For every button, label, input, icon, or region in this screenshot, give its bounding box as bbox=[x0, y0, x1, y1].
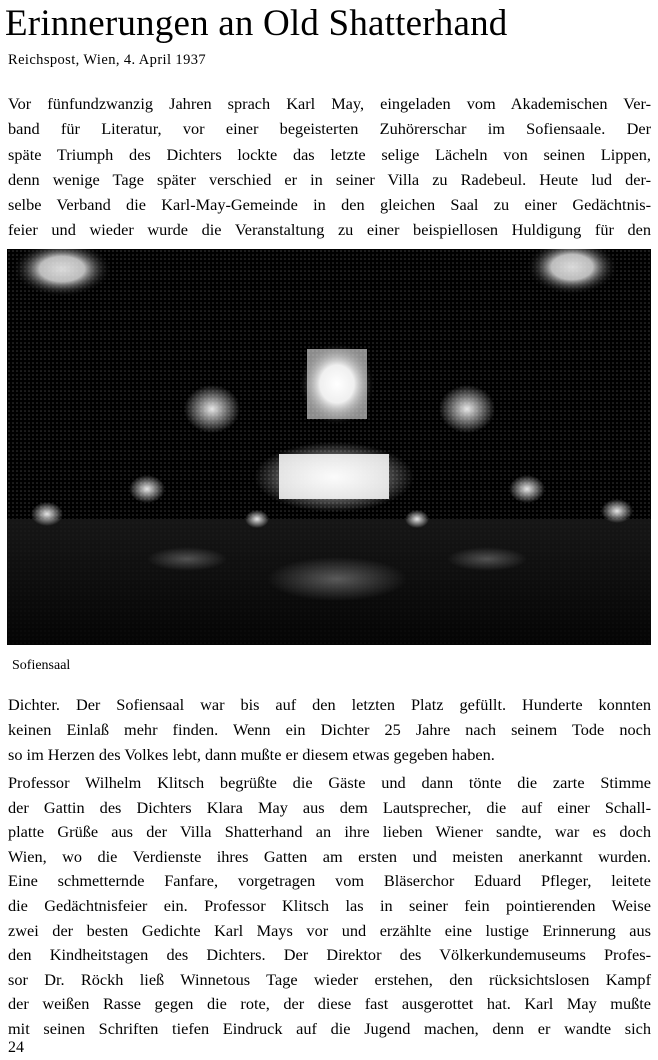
page-number: 24 bbox=[8, 1039, 24, 1056]
paragraph-1 bbox=[8, 91, 651, 243]
text-line: selbe Verband die Karl-May-Gemeinde in den gleichen Saal zu einer Gedächtnis- bbox=[8, 195, 651, 215]
text-line: so im Herzen des Volkes lebt, dann mußte er diesem etwas gegeben haben. bbox=[8, 745, 495, 764]
text-line: sor Dr. Röckh ließ Winnetous Tage wieder erstehen, den rücksichtslosen Kampf bbox=[8, 969, 651, 989]
article-source: Reichspost, Wien, 4. April 1937 bbox=[8, 52, 207, 68]
text-line: den Kindheitstagen des Dichters. Der Direktor des Völkerkundemuseums Profes- bbox=[8, 945, 651, 965]
text-line: platte Grüße aus der Villa Shatterhand an ihre lieben Wiener sandte, war es doch bbox=[8, 822, 651, 842]
text-line: band für Literatur, vor einer begeisterten Zuhörerschar im Sofiensaale. Der bbox=[8, 119, 651, 139]
text-line: Dichter. Der Sofiensaal war bis auf den letzten Platz gefüllt. Hunderte konnten bbox=[8, 695, 651, 714]
text-line: der weißen Rasse gegen die rote, der diese fast ausgerottet hat. Karl May mußte bbox=[8, 994, 651, 1014]
sofiensaal-photo bbox=[7, 249, 651, 645]
text-line: keinen Einlaß mehr finden. Wenn ein Dichter 25 Jahre nach seinem Tode noch bbox=[8, 720, 651, 739]
paragraph-2 bbox=[8, 692, 651, 767]
text-line: denn wenige Tage später verschied er in seiner Villa zu Radebeul. Heute lud der- bbox=[8, 169, 651, 189]
text-line: die Gedächtnisfeier ein. Professor Klitsch las in seiner fein pointierenden Weise bbox=[8, 895, 651, 915]
text-line: späte Triumph des Dichters lockte das letzte selige Lächeln von seinen Lippen, bbox=[8, 144, 651, 164]
text-line: Eine schmetternde Fanfare, vorgetragen vom Bläserchor Eduard Pfleger, leitete bbox=[8, 871, 651, 891]
text-line: feier und wieder wurde die Veranstaltung zu einer beispiellosen Huldigung für den bbox=[8, 220, 651, 240]
text-line: zwei der besten Gedichte Karl Mays vor und erzählte eine lustige Erinnerung aus bbox=[8, 920, 651, 940]
text-line: der Gattin des Dichters Klara May aus dem Lautsprecher, die auf einer Schall- bbox=[8, 797, 651, 817]
text-line: Vor fünfundzwanzig Jahren sprach Karl May, eingeladen vom Akademischen Ver- bbox=[8, 94, 651, 113]
text-line: Wien, wo die Verdienste ihres Gatten am ersten und meisten anerkannt wurden. bbox=[8, 846, 651, 866]
paragraph-3 bbox=[8, 771, 651, 1042]
article-title: Erinnerungen an Old Shatterhand bbox=[5, 3, 508, 44]
photo-caption: Sofiensaal bbox=[12, 658, 71, 673]
text-line: mit seinen Schriften tiefen Eindruck auf die Jugend machen, denn er wandte sich bbox=[8, 1018, 651, 1038]
text-line: Professor Wilhelm Klitsch begrüßte die Gäste und dann tönte die zarte Stimme bbox=[8, 773, 651, 792]
